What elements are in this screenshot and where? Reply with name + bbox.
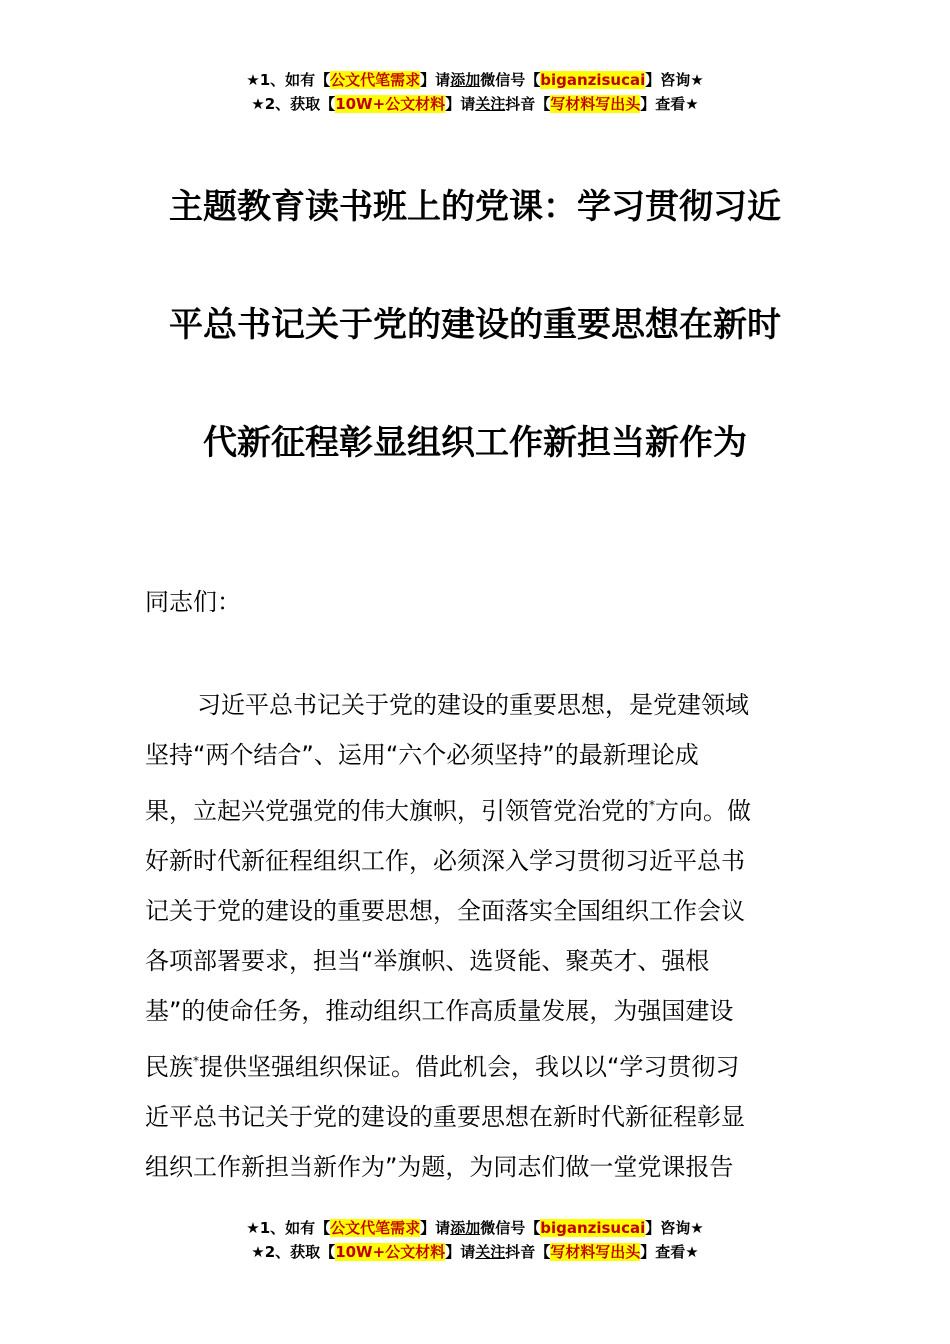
banner-highlight: 写材料写出头 xyxy=(550,95,641,113)
body-paragraph xyxy=(145,680,807,1192)
body-line-3 xyxy=(145,780,807,836)
banner-highlight: 写材料写出头 xyxy=(550,1243,641,1261)
banner-underline: 添加 xyxy=(450,1219,481,1237)
asterisk-mark: * xyxy=(649,798,655,812)
banner-text: 】请 xyxy=(420,71,451,89)
banner-text: ★2、获取【 xyxy=(251,95,336,113)
banner-text: 】查看★ xyxy=(640,95,699,113)
header-banner xyxy=(0,68,950,116)
body-text: 提供坚强组织保证。借此机会，我以以“学习贯彻习 xyxy=(199,1053,740,1081)
banner-text: 】请 xyxy=(445,1243,476,1261)
banner-text: 抖音【 xyxy=(505,95,551,113)
banner-text: 】请 xyxy=(445,95,476,113)
title-line-3: 代新征程彰显组织工作新担当新作为 xyxy=(203,423,747,463)
body-line-10: 组织工作新担当新作为”为题，为同志们做一堂党课报告 xyxy=(145,1153,734,1181)
footer-banner-line-1 xyxy=(0,1216,950,1240)
title-line-1: 主题教育读书班上的党课：学习贯彻习近 xyxy=(169,187,781,227)
body-line-1: 习近平总书记关于党的建设的重要思想，是党建领域 xyxy=(197,691,749,719)
body-line-2: 坚持“两个结合”、运用“六个必须坚持”的最新理论成 xyxy=(145,741,699,769)
banner-underline: 关注 xyxy=(475,1243,506,1261)
body-line-4: 好新时代新征程组织工作，必须深入学习贯彻习近平总书 xyxy=(145,847,745,875)
body-line-8 xyxy=(145,1036,807,1092)
body-line-6: 各项部署要求，担当“举旗帜、选贤能、聚英才、强根 xyxy=(145,947,710,975)
document-title xyxy=(150,148,800,502)
banner-text: ★1、如有【 xyxy=(246,1219,331,1237)
banner-text: 】查看★ xyxy=(640,1243,699,1261)
banner-highlight: biganzisucai xyxy=(540,71,646,89)
banner-text: 】请 xyxy=(420,1219,451,1237)
banner-underline: 关注 xyxy=(475,95,506,113)
banner-text: 】咨询★ xyxy=(645,71,704,89)
footer-banner-line-2 xyxy=(0,1240,950,1264)
banner-highlight: 公文代笔需求 xyxy=(330,71,421,89)
body-line-9: 近平总书记关于党的建设的重要思想在新时代新征程彰显 xyxy=(145,1103,745,1131)
banner-highlight: 公文代笔需求 xyxy=(330,1219,421,1237)
banner-highlight: biganzisucai xyxy=(540,1219,646,1237)
banner-text: 微信号【 xyxy=(480,1219,541,1237)
title-line-2: 平总书记关于党的建设的重要思想在新时 xyxy=(169,305,781,345)
header-banner-line-2 xyxy=(0,92,950,116)
banner-text: 微信号【 xyxy=(480,71,541,89)
banner-text: ★2、获取【 xyxy=(251,1243,336,1261)
banner-underline: 添加 xyxy=(450,71,481,89)
banner-highlight: 10W+公文材料 xyxy=(335,95,446,113)
body-text: 民族 xyxy=(145,1053,193,1081)
banner-text: ★1、如有【 xyxy=(246,71,331,89)
header-banner-line-1 xyxy=(0,68,950,92)
footer-banner xyxy=(0,1216,950,1264)
body-text: 果，立起兴党强党的伟大旗帜，引领管党治党的 xyxy=(145,797,649,825)
body-text: 方向。做 xyxy=(655,797,751,825)
body-line-5: 记关于党的建设的重要思想，全面落实全国组织工作会议 xyxy=(145,897,745,925)
banner-highlight: 10W+公文材料 xyxy=(335,1243,446,1261)
banner-text: 】咨询★ xyxy=(645,1219,704,1237)
asterisk-mark: * xyxy=(193,1054,199,1068)
salutation: 同志们： xyxy=(145,588,241,616)
banner-text: 抖音【 xyxy=(505,1243,551,1261)
body-line-7: 基”的使命任务，推动组织工作高质量发展，为强国建设 xyxy=(145,997,734,1025)
